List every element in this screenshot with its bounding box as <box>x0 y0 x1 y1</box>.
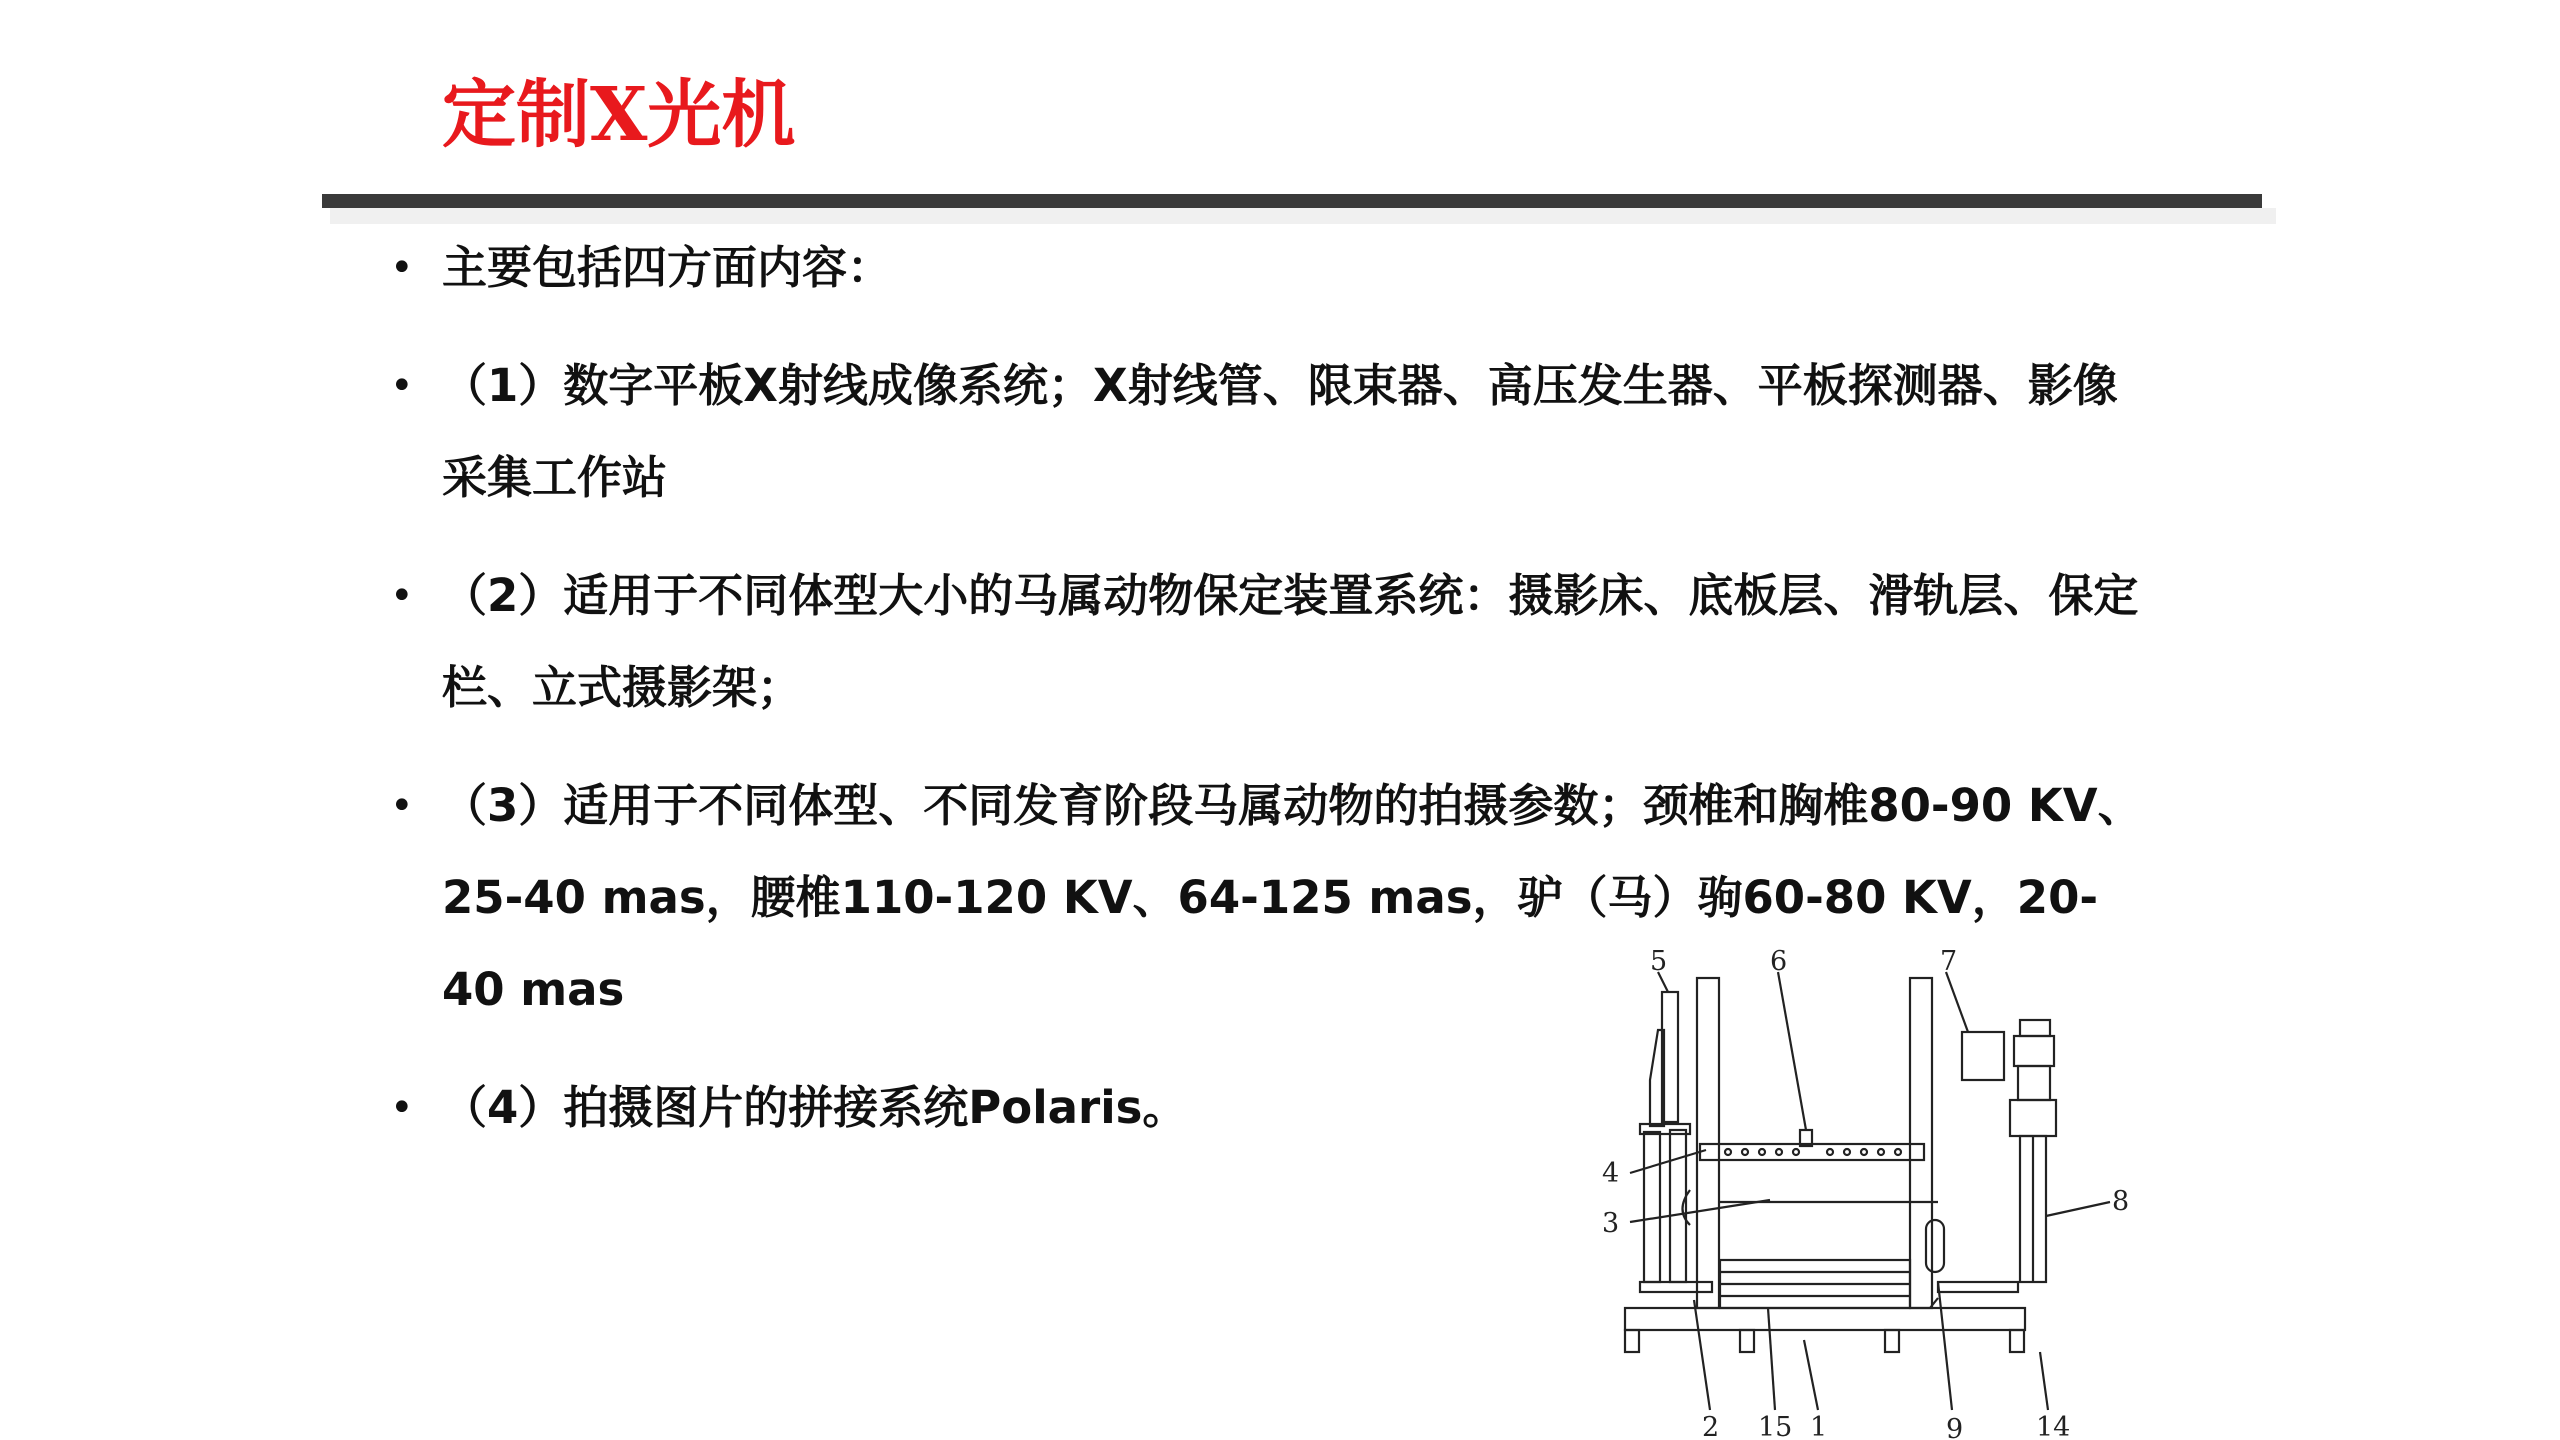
left-shelf <box>1640 1282 1712 1292</box>
diagram-label: 9 <box>1946 1414 1964 1440</box>
right-shelf <box>1938 1282 2018 1292</box>
diagram-label: 1 <box>1810 1412 1828 1440</box>
xray-stand-diagram <box>1570 880 2130 1440</box>
xray-tube <box>1962 1032 2004 1080</box>
bullet-item <box>390 550 2150 734</box>
bullet-text: （3）适用于不同体型、不同发育阶段马属动物的拍摄参数；颈椎和胸椎80-90 KV、25-40 mas，腰椎110-120 KV、64-125 mas，驴（马）驹60-80 KV，20-40 mas <box>442 779 2143 1016</box>
bullet-text: （2）适用于不同体型大小的马属动物保定装置系统：摄影床、底板层、滑轨层、保定栏、立式摄影架； <box>442 569 2139 714</box>
diagram-label: 3 <box>1602 1208 1620 1239</box>
tube-top <box>2020 1020 2050 1036</box>
diagram-label: 6 <box>1770 946 1788 977</box>
bullet-item <box>390 222 2150 314</box>
bullet-text: （4）拍摄图片的拼接系统Polaris。 <box>442 1081 1188 1134</box>
slide-title: 定制X光机 <box>442 72 796 158</box>
diagram-label: 7 <box>1940 946 1958 977</box>
base-platform <box>1625 1308 2025 1330</box>
diagram-label: 2 <box>1702 1412 1720 1440</box>
bullet-marker: • <box>390 573 414 619</box>
base-foot <box>1625 1330 1639 1352</box>
diagram-label: 15 <box>1758 1412 1793 1440</box>
base-foot <box>1885 1330 1899 1352</box>
handle <box>1926 1220 1944 1272</box>
diagram-label: 14 <box>2036 1412 2071 1440</box>
bullet-marker: • <box>390 245 414 291</box>
bullet-text: （1）数字平板X射线成像系统；X射线管、限束器、高压发生器、平板探测器、影像采集工作站 <box>442 359 2118 504</box>
bullet-marker: • <box>390 783 414 829</box>
diagram-label: 8 <box>2112 1186 2130 1217</box>
title-rule <box>322 194 2262 208</box>
bullet-item <box>390 340 2150 524</box>
bullet-marker: • <box>390 1085 414 1131</box>
diagram-label: 5 <box>1650 946 1668 977</box>
collimator <box>2010 1100 2056 1136</box>
left-rail <box>1644 1132 1660 1282</box>
diagram-label: 4 <box>1602 1158 1620 1189</box>
bullet-marker: • <box>390 363 414 409</box>
base-foot <box>2010 1330 2024 1352</box>
tube-body <box>2018 1066 2050 1100</box>
tube-head <box>2014 1036 2054 1066</box>
bullet-text: 主要包括四方面内容： <box>442 241 893 294</box>
base-foot <box>1740 1330 1754 1352</box>
